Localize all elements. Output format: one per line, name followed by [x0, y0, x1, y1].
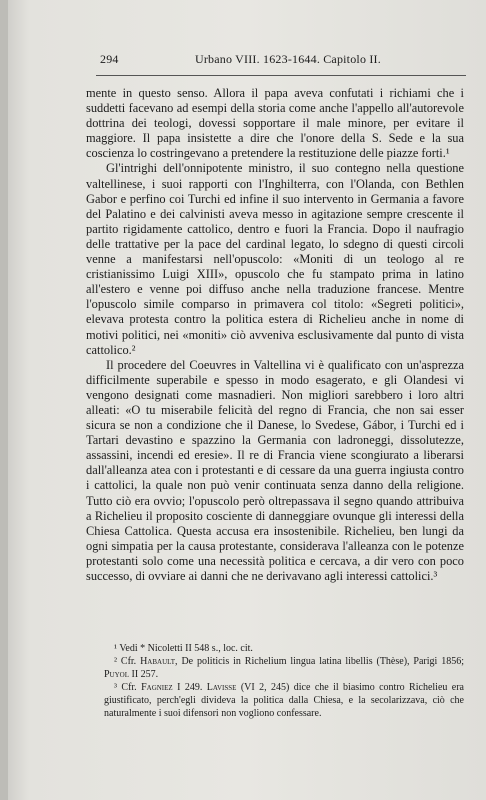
footnote-2-end: II 257.: [129, 669, 159, 680]
running-header: [100, 52, 460, 68]
footnote-2-prefix: ² Cfr.: [114, 656, 141, 667]
paragraph-1: mente in questo senso. Allora il papa aveva confutati i richiami che i suddetti facevano ad esempi della storia come anche l'appello all'autorevole dottrina dei teologi, dovessi sopportare il male minore, per evitare il maggiore. Il papa insistette a dire che l'onore della S. Sede e la sua coscienza lo costringevano a pretendere la restituzione delle piazze forti.¹: [86, 86, 464, 161]
footnote-2-text: , De politicis in Richelium lingua latina libellis (Thèse), Parigi 1856;: [175, 656, 464, 667]
footnote-3: [104, 681, 464, 720]
footnote-1: ¹ Vedi * Nicoletti II 548 s., loc. cit.: [114, 643, 253, 654]
header-rule: [96, 75, 466, 76]
page-number: 294: [100, 52, 119, 66]
footnote-2-author2: Puyol: [104, 669, 130, 680]
footnote-3-text: (VI 2, 245) dice che il biasimo contro Richelieu era giustificato, perch'egli divideva la politica dalla Chiesa, e la secolarizzava, ciò che naturalmente i suoi difensori non vogliono confessare.: [104, 682, 464, 719]
paragraph-2: Gl'intrighi dell'onnipotente ministro, il suo contegno nella questione valtellinese, i suoi rapporti con l'Inghilterra, con l'Olanda, con Bethlen Gabor e perfino coi Turchi ed infine il suo intervento in Germania a favore del Palatino e dei calvinisti aveva messo in agitazione sempre crescente il partito rigidamente cattolico, dentro e fuori la Francia. Dopo il naufragio delle trattative per la pace del cardinal legato, lo sdegno di questi circoli venne a manifestarsi nell'opuscolo: «Moniti di un teologo al re cristianissimo Luigi XIII», opuscolo che fu stampato prima in latino all'estero e venne poi diffuso anche nella traduzione francese. Mentre l'opuscolo simile comparso in primavera col titolo: «Segreti politici», elevava protesta contro la politica estera di Richelieu anche in nome di motivi politici, nei «moniti» ciò avveniva esclusivamente dal punto di vista cattolico.²: [86, 161, 464, 357]
paragraph-3: Il procedere del Coeuvres in Valtellina vi è qualificato con un'asprezza difficilmente superabile e spesso in modo esagerato, e gli Olandesi vi vengono designati come masnadieri. Non migliori sarebbero i loro altri alleati: «O tu miserabile felicità del regno di Francia, che non sai esser sicura se non a condizione che il Danese, lo Svedese, Gábor, i Turchi ed i Tartari devastino e spazzino la Germania con ladroneggi, dissolutezze, assassini, incendi ed eresie». Il re di Francia viene scongiurato a liberarsi dall'alleanza atea con i protestanti e di cessare da una guerra ingiusta contro i cattolici, la quale non può venir continuata senza danno della religione. Tutto ciò era ovvio; l'opuscolo però oltrepassava il segno quando attribuiva a Richelieu il proposito cosciente di danneggiare ovunque gli interessi della Chiesa Cattolica. Questa accusa era insostenibile. Richelieu, ben lungi da ogni simpatia per la causa protestante, considerava l'alleanza con le potenze protestanti solo come una necessità politica e cercava, a dir vero con poco successo, di ovviare ai danni che ne derivavano agli interessi cattolici.³: [86, 357, 464, 583]
footnote-3-mid: I 249.: [172, 682, 207, 693]
footnote-2: [104, 655, 464, 681]
footnote-3-author2: Lavisse: [206, 682, 237, 693]
footnote-3-prefix: ³ Cfr.: [114, 682, 142, 693]
body-text: [86, 86, 464, 584]
footnote-3-author: Fagniez: [141, 682, 173, 693]
footnote-2-author: Habault: [140, 656, 176, 667]
running-title: Urbano VIII. 1623-1644. Capitolo II.: [195, 52, 381, 66]
footnotes: [104, 642, 464, 720]
page-edge-shadow: [0, 0, 8, 800]
